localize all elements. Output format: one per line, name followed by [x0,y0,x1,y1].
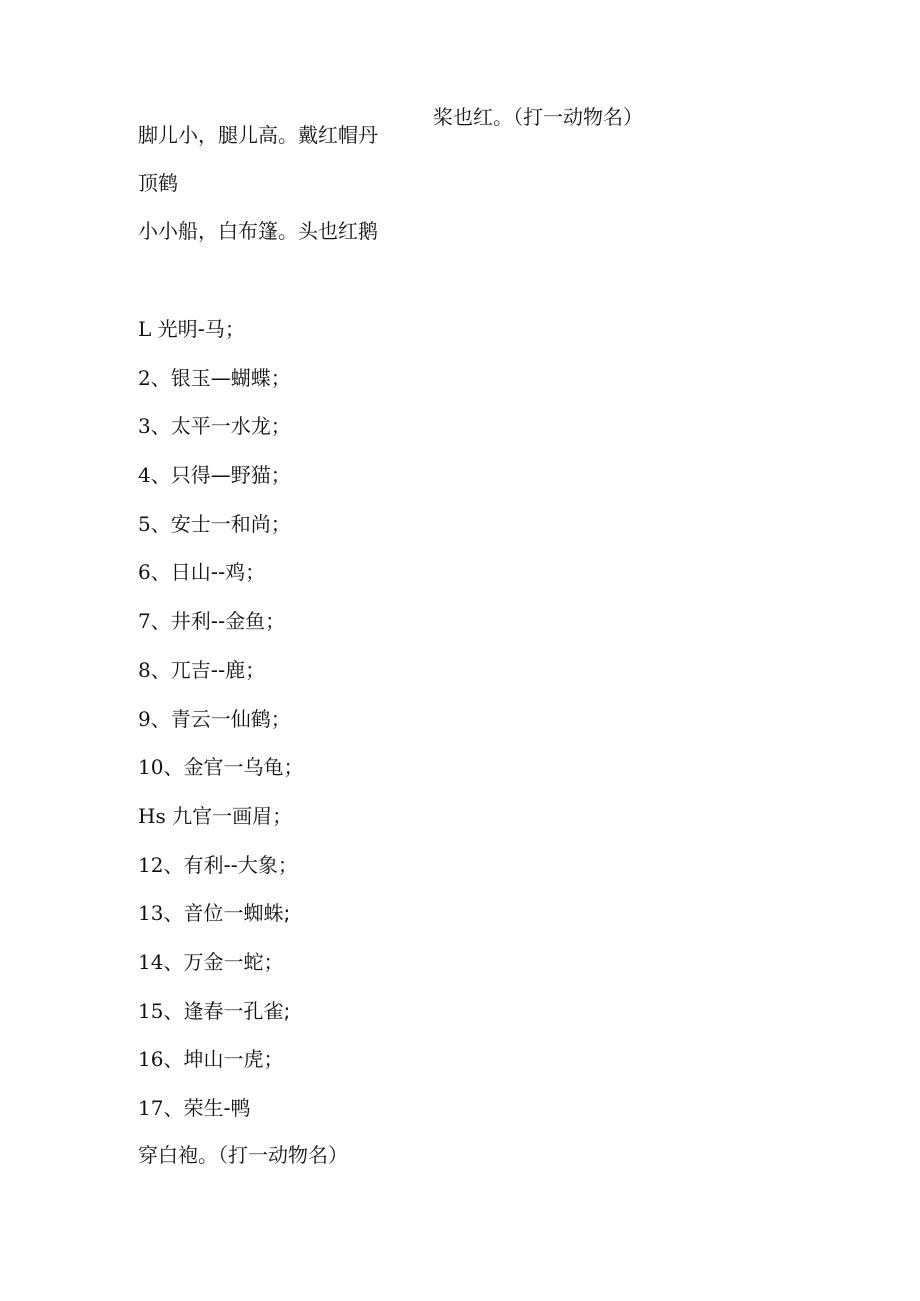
answer-number: 10 [138,755,164,780]
answer-text: 安士一和尚； [170,511,291,536]
answer-number: 15 [138,998,164,1023]
answer-text: 万金一蛇； [183,949,284,974]
riddle1-answer-line: 顶鹤 [138,171,178,195]
answer-item [138,559,303,608]
answer-separator: 、 [163,1096,184,1120]
answer-item [138,365,303,414]
answer-number: 8 [138,657,151,682]
answer-separator: 、 [163,949,184,974]
answer-text: 荣生-鸭 [183,1096,251,1120]
answer-text: 有利--大象； [183,852,298,877]
answer-item [138,754,303,803]
answer-item [138,1046,303,1095]
answer-text: 兀吉--鹿； [170,657,266,682]
answer-item [138,316,303,365]
answer-list [138,316,303,1144]
answer-item [138,900,303,949]
answer-separator: 、 [163,755,184,780]
answer-item [138,803,303,852]
answer-text: 金官一乌龟； [183,755,304,780]
answer-text: 太平一水龙； [170,414,291,439]
answer-item [138,949,303,998]
bottom-riddle-line: 穿白袍。（打一动物名） [138,1143,348,1167]
answer-number: 9 [138,706,151,731]
answer-separator: 、 [150,365,171,390]
answer-separator: 、 [150,414,171,439]
answer-separator: 、 [163,998,184,1023]
answer-text: 逢春一孔雀; [183,998,291,1023]
answer-text: 坤山一虎； [183,1047,284,1072]
answer-item [138,511,303,560]
answer-number: 14 [138,949,164,974]
answer-number: 2 [138,365,151,390]
answer-separator: 、 [163,852,184,877]
answer-number: 7 [138,609,151,634]
riddle2-continuation-line: 桨也红。（打一动物名） [433,105,643,129]
answer-item [138,852,303,901]
answer-text: 日山--鸡； [170,560,266,585]
answer-text: 音位一蜘蛛; [183,901,291,926]
answer-separator: 、 [163,1047,184,1072]
answer-separator: 、 [150,560,171,585]
answer-number: 17 [138,1096,164,1120]
answer-separator: 、 [150,463,171,488]
answer-separator: 、 [163,901,184,926]
answer-number: 6 [138,560,151,585]
answer-number: 16 [138,1047,164,1072]
answer-text: 井利--金鱼； [170,609,286,634]
answer-text: 银玉—蝴蝶； [170,365,291,390]
answer-text: 只得—野猫； [170,463,291,488]
answer-number: 4 [138,463,151,488]
answer-item [138,462,303,511]
answer-item [138,608,303,657]
answer-number: Hs [138,803,166,828]
answer-number: 3 [138,414,151,439]
answer-item [138,657,303,706]
answer-number: L [138,317,152,341]
answer-separator: 、 [150,511,171,536]
riddle1-line: 脚儿小，腿儿高。戴红帽丹 [138,123,378,147]
answer-number: 5 [138,511,151,536]
answer-item [138,998,303,1047]
answer-item [138,1095,303,1144]
answer-text: 九官一画眉； [172,803,293,828]
answer-separator: 、 [150,657,171,682]
answer-separator: 、 [150,706,171,731]
answer-number: 13 [138,901,164,926]
riddle2-line: 小小船，白布篷。头也红鹅 [138,219,378,243]
answer-number: 12 [138,852,164,877]
answer-text: 青云一仙鹤； [170,706,291,731]
answer-item [138,706,303,755]
answer-text: 光明-马； [157,317,245,341]
answer-item [138,413,303,462]
answer-separator: 、 [150,609,171,634]
